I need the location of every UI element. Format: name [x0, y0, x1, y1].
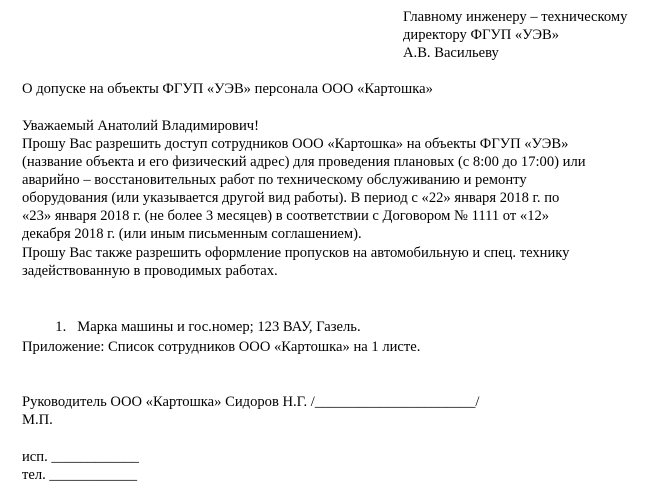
body-line: декабря 2018 г. (или иным письменным соглашением).	[22, 226, 362, 242]
letter-subject: О допуске на объекты ФГУП «УЭВ» персонала ООО «Картошка»	[22, 81, 433, 97]
addressee-line-3: А.В. Васильеву	[403, 45, 499, 61]
addressee-line-1: Главному инженеру – техническому	[403, 9, 628, 25]
list-item	[48, 300, 361, 336]
body-line: «23» января 2018 г. (не более 3 месяцев) в соответствии с Договором № 1111 от «12»	[22, 208, 550, 224]
attachment-note: Приложение: Список сотрудников ООО «Картошка» на 1 листе.	[22, 339, 421, 355]
list-item-text: Марка машины и гос.номер; 123 ВАУ, Газель.	[77, 319, 361, 335]
letter-greeting: Уважаемый Анатолий Владимирович!	[22, 118, 259, 134]
addressee-block	[403, 8, 627, 62]
body-line: оборудования (или указывается другой вид работы). В период с «22» января 2018 г. по	[22, 190, 560, 206]
body-line: задействованную в проводимых работах.	[22, 263, 278, 279]
executor-line: исп. ____________	[22, 449, 139, 465]
body-line: Прошу Вас также разрешить оформление пропусков на автомобильную и спец. технику	[22, 245, 570, 261]
addressee-line-2: директору ФГУП «УЭВ»	[403, 27, 560, 43]
list-item-number: 1.	[55, 319, 67, 335]
signature-line: Руководитель ООО «Картошка» Сидоров Н.Г. /______________________/	[22, 394, 480, 410]
body-line: (название объекта и его физический адрес) для проведения плановых (с 8:00 до 17:00) или	[22, 154, 586, 170]
body-line: Прошу Вас разрешить доступ сотрудников ООО «Картошка» на объекты ФГУП «УЭВ»	[22, 136, 569, 152]
body-line: аварийно – восстановительных работ по техническому обслуживанию и ремонту	[22, 172, 527, 188]
phone-line: тел. ____________	[22, 467, 137, 483]
stamp-label: М.П.	[22, 412, 53, 428]
